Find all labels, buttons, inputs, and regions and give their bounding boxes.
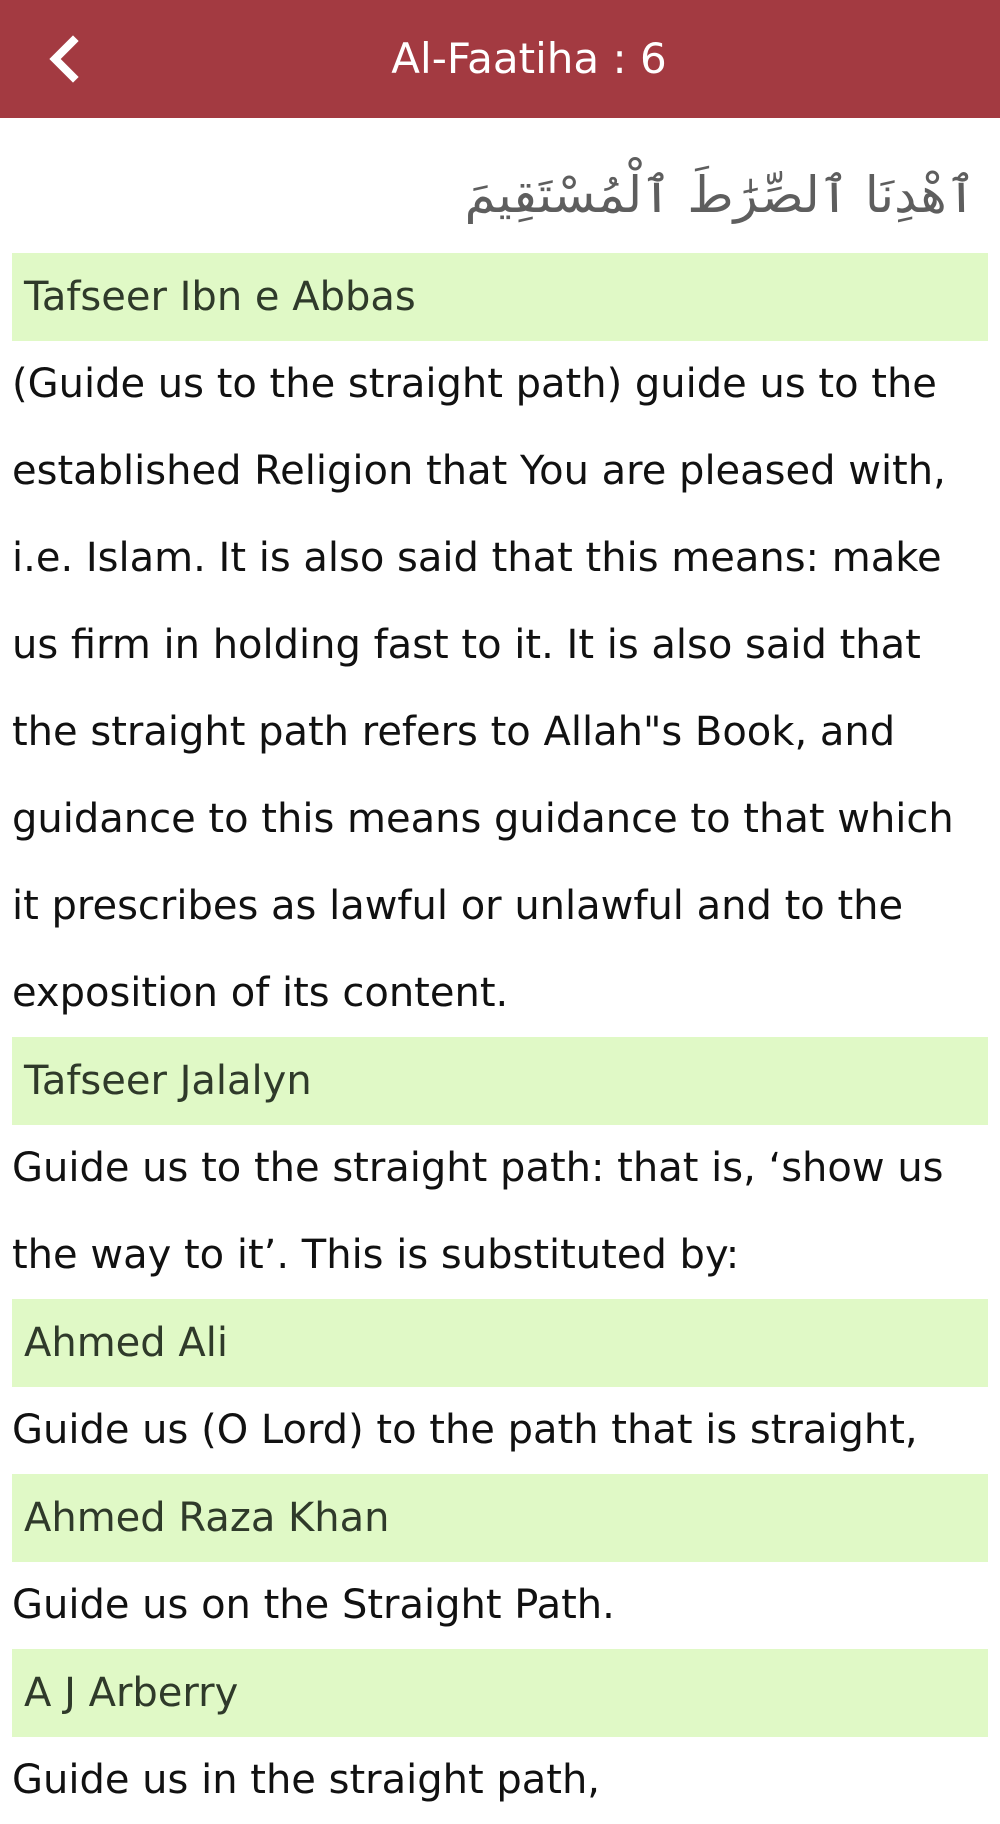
chevron-left-icon [45, 35, 81, 83]
section-tafseer-jalalyn [0, 1037, 1000, 1299]
nav-bar [0, 0, 1000, 118]
back-button[interactable] [28, 24, 98, 94]
section-text: (Guide us to the straight path) guide us to the established Religion that You are pleased with, i.e. Islam. It is also said that this means: make us firm in holding fast to it. It is also said that the straight path refers to Allah"s Book, and guidance to this means guidance to that which it prescribes as lawful or unlawful and to the exposition of its content. [12, 361, 954, 1016]
section-text: Guide us in the straight path, [12, 1757, 601, 1803]
page-title: Al-Faatiha : 6 [391, 34, 667, 83]
section-tafseer-ibn-e-abbas [0, 253, 1000, 1037]
section-header: Tafseer Jalalyn [12, 1037, 988, 1125]
section-header: Tafseer Ibn e Abbas [12, 253, 988, 341]
section-ahmed-raza-khan [0, 1474, 1000, 1649]
section-header: A J Arberry [12, 1649, 988, 1737]
section-text: Guide us to the straight path: that is, ‘show us the way to it’. This is substituted by: [12, 1145, 944, 1278]
section-header: Ahmed Raza Khan [12, 1474, 988, 1562]
section-header: Ahmed Ali [12, 1299, 988, 1387]
section-ahmed-ali [0, 1299, 1000, 1474]
tafseer-content[interactable] [0, 118, 1000, 1824]
arabic-verse: ٱهْدِنَا ٱلصِّرَٰطَ ٱلْمُسْتَقِيمَ [464, 166, 976, 224]
section-a-j-arberry [0, 1649, 1000, 1824]
section-text: Guide us (O Lord) to the path that is straight, [12, 1407, 918, 1453]
section-text: Guide us on the Straight Path. [12, 1582, 615, 1628]
